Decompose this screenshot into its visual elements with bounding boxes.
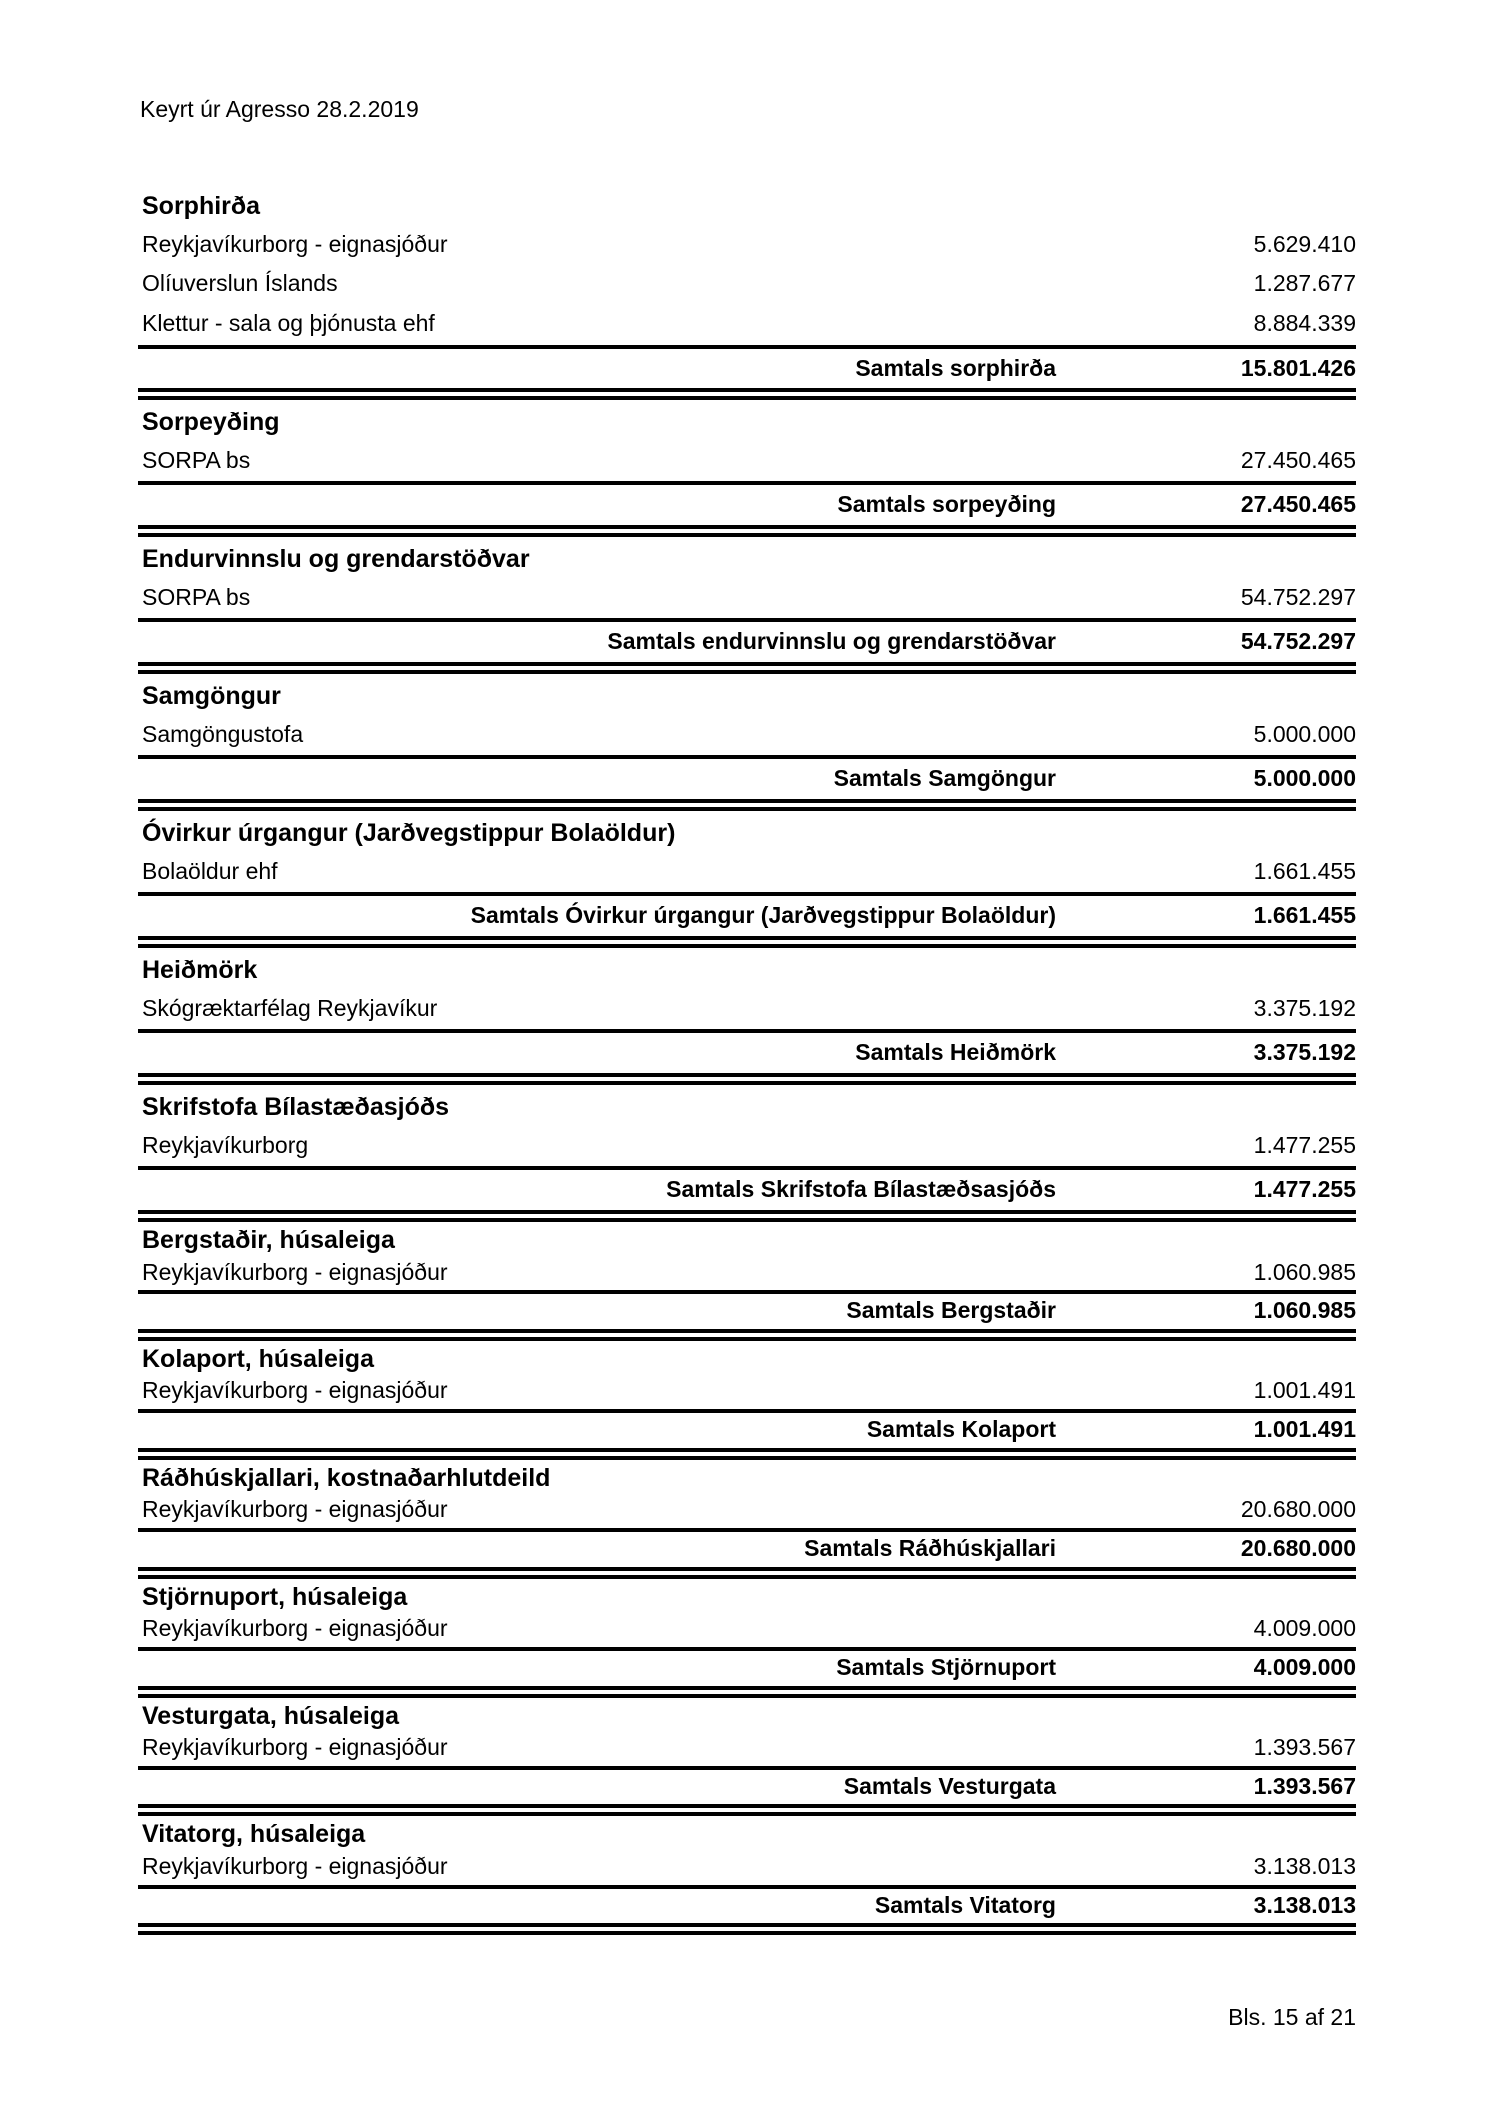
table-row xyxy=(138,716,1356,756)
section-total-amount: 1.001.491 xyxy=(1253,1416,1356,1443)
account-name: Reykjavíkurborg - eignasjóður xyxy=(142,230,448,257)
amount-value: 20.680.000 xyxy=(1240,1496,1356,1523)
section-heading: Ráðhúskjallari, kostnaðarhlutdeild xyxy=(142,1463,551,1492)
section-total-label: Samtals endurvinnslu og grendarstöðvar xyxy=(607,628,1056,655)
report-section xyxy=(138,1222,1356,1341)
section-total-amount: 3.375.192 xyxy=(1253,1039,1356,1066)
report-section xyxy=(138,674,1356,811)
section-total-amount: 1.393.567 xyxy=(1253,1772,1356,1799)
section-rows xyxy=(138,853,1356,893)
amount-value: 1.477.255 xyxy=(1253,1131,1356,1158)
table-row xyxy=(138,265,1356,305)
section-heading: Heiðmörk xyxy=(142,955,258,984)
account-name: Reykjavíkurborg - eignasjóður xyxy=(142,1377,448,1404)
section-total-row xyxy=(138,1290,1356,1329)
section-divider xyxy=(138,525,1356,537)
account-name: Reykjavíkurborg - eignasjóður xyxy=(142,1615,448,1642)
section-total-row xyxy=(138,1166,1356,1210)
section-total-label: Samtals Óvirkur úrgangur (Jarðvegstippur Bolaöldur) xyxy=(470,902,1056,929)
section-total-label: Samtals Skrifstofa Bílastæðsasjóðs xyxy=(666,1176,1056,1203)
section-total-amount: 1.060.985 xyxy=(1253,1297,1356,1324)
report-section xyxy=(138,400,1356,537)
section-heading: Stjörnuport, húsaleiga xyxy=(142,1582,408,1611)
account-name: Bolaöldur ehf xyxy=(142,857,278,884)
section-heading: Óvirkur úrgangur (Jarðvegstippur Bolaöldur) xyxy=(142,818,676,847)
amount-value: 5.000.000 xyxy=(1253,720,1356,747)
section-rows xyxy=(138,716,1356,756)
report-section xyxy=(138,1698,1356,1817)
section-total-amount: 1.477.255 xyxy=(1253,1176,1356,1203)
section-heading: Samgöngur xyxy=(142,682,281,710)
section-total-label: Samtals Heiðmörk xyxy=(855,1039,1056,1066)
report-body xyxy=(138,184,1356,1935)
section-total-label: Samtals sorphirða xyxy=(855,354,1056,381)
amount-value: 4.009.000 xyxy=(1253,1615,1356,1642)
table-row xyxy=(138,1732,1356,1766)
section-heading: Bergstaðir, húsaleiga xyxy=(142,1225,395,1254)
section-total-label: Samtals Vitatorg xyxy=(874,1891,1056,1918)
section-total-row xyxy=(138,481,1356,525)
report-section xyxy=(138,1085,1356,1222)
section-heading: Sorphirða xyxy=(142,192,261,220)
table-row xyxy=(138,990,1356,1030)
table-row xyxy=(138,853,1356,893)
section-divider xyxy=(138,662,1356,674)
section-heading: Endurvinnslu og grendarstöðvar xyxy=(142,545,530,574)
section-total-row xyxy=(138,1029,1356,1073)
section-total-row xyxy=(138,1885,1356,1924)
section-divider xyxy=(138,1329,1356,1341)
amount-value: 8.884.339 xyxy=(1253,309,1356,336)
section-total-row xyxy=(138,1528,1356,1567)
section-total-amount: 54.752.297 xyxy=(1240,628,1356,655)
section-divider xyxy=(138,1567,1356,1579)
section-total-amount: 3.138.013 xyxy=(1253,1891,1356,1918)
section-heading: Kolaport, húsaleiga xyxy=(142,1344,374,1373)
section-total-label: Samtals Kolaport xyxy=(866,1416,1056,1443)
account-name: SORPA bs xyxy=(142,446,251,473)
section-total-amount: 4.009.000 xyxy=(1253,1653,1356,1680)
section-total-label: Samtals sorpeyðing xyxy=(837,491,1056,518)
report-section xyxy=(138,537,1356,674)
account-name: Reykjavíkurborg - eignasjóður xyxy=(142,1734,448,1761)
section-divider xyxy=(138,799,1356,811)
report-section xyxy=(138,948,1356,1085)
amount-value: 1.060.985 xyxy=(1253,1258,1356,1285)
section-heading: Vesturgata, húsaleiga xyxy=(142,1701,400,1730)
section-total-amount: 27.450.465 xyxy=(1240,491,1356,518)
table-row xyxy=(138,1127,1356,1167)
report-section xyxy=(138,811,1356,948)
account-name: SORPA bs xyxy=(142,583,251,610)
table-row xyxy=(138,1494,1356,1528)
section-total-amount: 1.661.455 xyxy=(1253,902,1356,929)
section-rows xyxy=(138,1127,1356,1167)
amount-value: 1.661.455 xyxy=(1253,857,1356,884)
section-divider xyxy=(138,1923,1356,1935)
section-rows xyxy=(138,579,1356,619)
amount-value: 3.375.192 xyxy=(1253,994,1356,1021)
section-rows xyxy=(138,1494,1356,1528)
section-divider xyxy=(138,936,1356,948)
report-section xyxy=(138,1579,1356,1698)
section-total-label: Samtals Stjörnuport xyxy=(836,1653,1056,1680)
amount-value: 1.287.677 xyxy=(1253,270,1356,297)
account-name: Reykjavíkurborg - eignasjóður xyxy=(142,1853,448,1880)
section-divider xyxy=(138,1448,1356,1460)
section-rows xyxy=(138,442,1356,482)
amount-value: 3.138.013 xyxy=(1253,1853,1356,1880)
section-total-amount: 15.801.426 xyxy=(1240,354,1356,381)
account-name: Skógræktarfélag Reykjavíkur xyxy=(142,994,438,1021)
table-row xyxy=(138,1257,1356,1291)
amount-value: 27.450.465 xyxy=(1240,446,1356,473)
account-name: Klettur - sala og þjónusta ehf xyxy=(142,309,435,336)
account-name: Reykjavíkurborg - eignasjóður xyxy=(142,1496,448,1523)
section-total-label: Samtals Vesturgata xyxy=(843,1772,1056,1799)
table-row xyxy=(138,579,1356,619)
section-total-label: Samtals Bergstaðir xyxy=(846,1297,1056,1324)
section-total-label: Samtals Samgöngur xyxy=(833,765,1056,792)
section-total-row xyxy=(138,1409,1356,1448)
table-row xyxy=(138,1851,1356,1885)
section-divider xyxy=(138,1686,1356,1698)
section-rows xyxy=(138,1375,1356,1409)
section-total-label: Samtals Ráðhúskjallari xyxy=(804,1534,1056,1561)
section-rows xyxy=(138,226,1356,345)
section-rows xyxy=(138,1732,1356,1766)
table-row xyxy=(138,305,1356,345)
section-total-row xyxy=(138,755,1356,799)
section-divider xyxy=(138,1210,1356,1222)
section-total-row xyxy=(138,892,1356,936)
report-section xyxy=(138,1341,1356,1460)
page-number: Bls. 15 af 21 xyxy=(1228,2004,1356,2030)
section-total-amount: 20.680.000 xyxy=(1240,1534,1356,1561)
amount-value: 54.752.297 xyxy=(1240,583,1356,610)
report-run-info: Keyrt úr Agresso 28.2.2019 xyxy=(140,96,419,122)
section-heading: Skrifstofa Bílastæðasjóðs xyxy=(142,1092,450,1121)
section-total-row xyxy=(138,345,1356,389)
section-rows xyxy=(138,1613,1356,1647)
section-total-amount: 5.000.000 xyxy=(1253,765,1356,792)
table-row xyxy=(138,226,1356,266)
section-total-row xyxy=(138,1647,1356,1686)
section-heading: Vitatorg, húsaleiga xyxy=(142,1820,366,1849)
amount-value: 1.001.491 xyxy=(1253,1377,1356,1404)
section-heading: Sorpeyðing xyxy=(142,408,280,437)
section-rows xyxy=(138,1257,1356,1291)
report-section xyxy=(138,184,1356,400)
table-row xyxy=(138,1375,1356,1409)
amount-value: 1.393.567 xyxy=(1253,1734,1356,1761)
section-divider xyxy=(138,388,1356,400)
account-name: Olíuverslun Íslands xyxy=(142,270,338,297)
table-row xyxy=(138,1613,1356,1647)
section-total-row xyxy=(138,1766,1356,1805)
section-divider xyxy=(138,1073,1356,1085)
table-row xyxy=(138,442,1356,482)
section-divider xyxy=(138,1804,1356,1816)
section-total-row xyxy=(138,618,1356,662)
amount-value: 5.629.410 xyxy=(1253,230,1356,257)
account-name: Reykjavíkurborg - eignasjóður xyxy=(142,1258,448,1285)
report-section xyxy=(138,1816,1356,1935)
section-rows xyxy=(138,1851,1356,1885)
section-rows xyxy=(138,990,1356,1030)
report-section xyxy=(138,1460,1356,1579)
account-name: Samgöngustofa xyxy=(142,720,304,747)
account-name: Reykjavíkurborg xyxy=(142,1131,309,1158)
